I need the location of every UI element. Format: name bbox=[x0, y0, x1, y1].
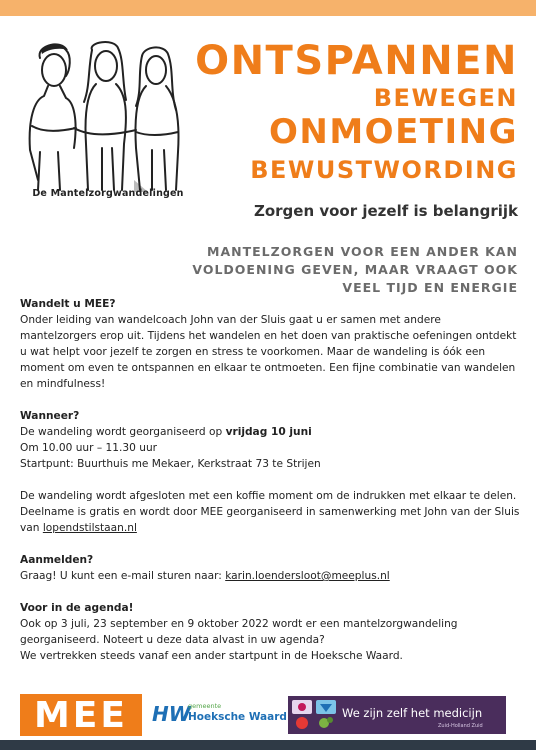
mee-logo bbox=[20, 694, 142, 736]
walkers-illustration bbox=[18, 40, 196, 210]
email-link[interactable]: karin.loendersloot@meeplus.nl bbox=[225, 570, 390, 582]
hw-name-label: Hoeksche Waard bbox=[188, 711, 287, 723]
headline-bewegen: BEWEGEN bbox=[373, 84, 518, 112]
footer-logos bbox=[0, 694, 536, 738]
section-title-wanneer: Wanneer? bbox=[20, 410, 80, 422]
tagline: Zorgen voor jezelf is belangrijk bbox=[253, 202, 518, 220]
subheading-line: VOLDOENING GEVEN, MAAR VRAAGT OOK bbox=[192, 262, 518, 277]
section-title-aanmelden: Aanmelden? bbox=[20, 554, 94, 566]
subheading-line: MANTELZORGEN VOOR EEN ANDER KAN bbox=[207, 244, 518, 259]
afsluiting-paragraph bbox=[20, 488, 520, 536]
illustration-caption: De Mantelzorgwandelingen bbox=[32, 188, 184, 199]
headline-onmoeting: ONMOETING bbox=[268, 112, 518, 152]
bottom-bar bbox=[0, 740, 536, 750]
medicijn-banner bbox=[288, 696, 506, 734]
mee-logo-text: MEE bbox=[33, 694, 128, 736]
afsluiting-body: De wandeling wordt afgesloten met een koffie moment om de indrukken met elkaar te delen. Deelname is gratis en wordt door MEE georganiseerd in samenwerking met John van der Sluis van bbox=[20, 490, 520, 534]
website-link[interactable]: lopendstilstaan.nl bbox=[42, 522, 137, 534]
hw-mark-icon: HW bbox=[152, 702, 191, 726]
agenda-line-1: Ook op 3 juli, 23 september en 9 oktober 2022 wordt er een mantelzorgwandeling georganiseerd. Noteert u deze data alvast in uw agenda? bbox=[20, 618, 458, 646]
section-title-wandelt: Wandelt u MEE? bbox=[20, 298, 116, 310]
body-content bbox=[20, 296, 520, 664]
wanneer-location-line: Startpunt: Buurthuis me Mekaer, Kerkstraat 73 te Strijen bbox=[20, 458, 321, 470]
hoeksche-waard-logo bbox=[152, 700, 287, 730]
top-accent-bar bbox=[0, 0, 536, 16]
headline-bewustwording: BEWUSTWORDING bbox=[250, 156, 518, 184]
section-title-agenda: Voor in de agenda! bbox=[20, 602, 134, 614]
subheading-line: VEEL TIJD EN ENERGIE bbox=[342, 280, 518, 295]
aanmelden-body: Graag! U kunt een e-mail sturen naar: bbox=[20, 570, 226, 582]
wanneer-time-line: Om 10.00 uur – 11.30 uur bbox=[20, 442, 158, 454]
medicijn-icons bbox=[290, 698, 338, 732]
subheading bbox=[158, 243, 518, 297]
hw-gemeente-label: gemeente bbox=[188, 702, 222, 710]
wanneer-date: vrijdag 10 juni bbox=[225, 426, 312, 438]
agenda-line-2: We vertrekken steeds vanaf een ander startpunt in de Hoeksche Waard. bbox=[20, 650, 403, 662]
section-body-wandelt: Onder leiding van wandelcoach John van der Sluis gaat u er samen met andere mantelzorgers erop uit. Tijdens het wandelen en het doen van praktische oefeningen ontdekt u wat helpt voor jezelf te zorgen en stress te voorkomen. Maar de wandeling is óók een moment om even te ontspannen en elkaar te ontmoeten. Een fijne combinatie van wandelen en mindfulness! bbox=[20, 314, 517, 390]
headline-ontspannen: ONTSPANNEN bbox=[195, 38, 518, 84]
medicijn-text: We zijn zelf het medicijn bbox=[342, 706, 483, 720]
wanneer-date-prefix: De wandeling wordt georganiseerd op bbox=[20, 426, 226, 438]
aanmelden-paragraph bbox=[20, 568, 520, 584]
medicijn-subtext: Zuid-Holland Zuid bbox=[438, 723, 483, 729]
wanneer-date-line bbox=[20, 424, 520, 440]
